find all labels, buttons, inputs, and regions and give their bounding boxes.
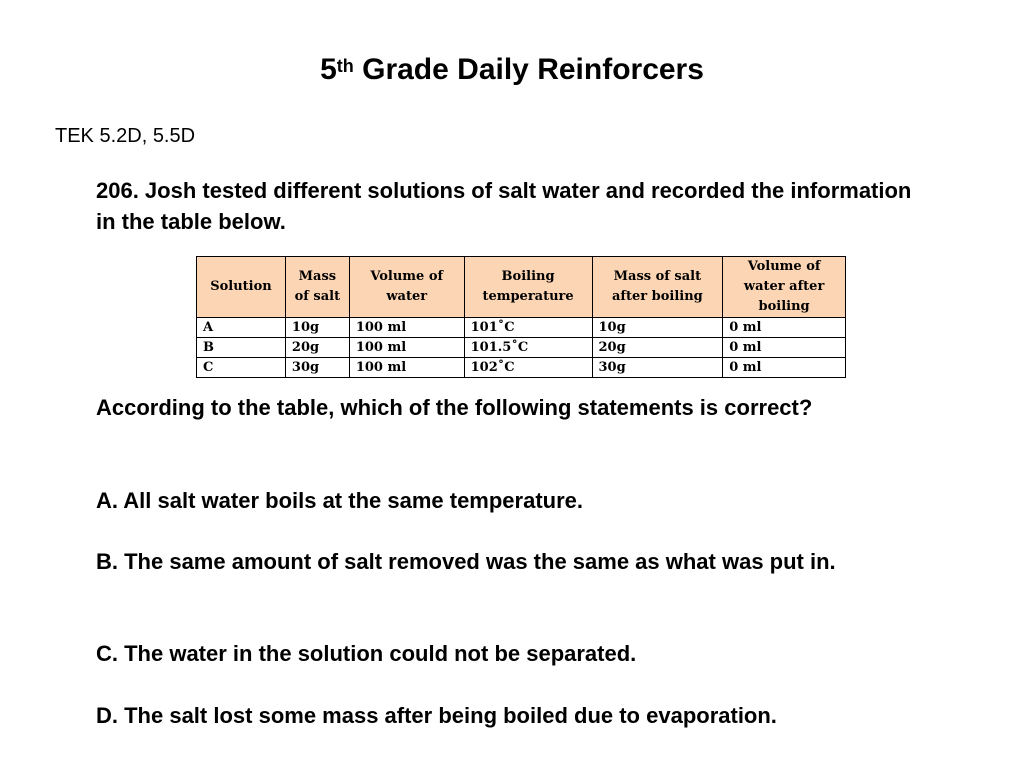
table-row [197, 318, 846, 338]
table-cell: 101.5˚C [464, 338, 592, 358]
table-row [197, 338, 846, 358]
table-header-row [197, 257, 846, 318]
table-cell: 30g [592, 358, 723, 378]
table-cell: 100 ml [349, 358, 464, 378]
title-grade-number: 5 [320, 53, 337, 86]
table-cell: A [197, 318, 286, 338]
table-cell: 10g [592, 318, 723, 338]
answer-option-c: C. The water in the solution could not be separated. [96, 641, 637, 666]
title-superscript: th [336, 56, 354, 76]
table-cell: 10g [285, 318, 349, 338]
table-cell: 102˚C [464, 358, 592, 378]
answer-option-a: A. All salt water boils at the same temperature. [96, 488, 584, 513]
header-solution: Solution [197, 257, 286, 318]
question-prompt: According to the table, which of the following statements is correct? [96, 395, 813, 420]
salt-water-table [196, 256, 846, 378]
table-cell: 101˚C [464, 318, 592, 338]
header-mass-after-boiling: Mass of salt after boiling [592, 257, 723, 318]
table-cell: 20g [285, 338, 349, 358]
table-cell: 30g [285, 358, 349, 378]
table-cell: 0 ml [723, 318, 846, 338]
header-volume-after-boiling: Volume of water after boiling [723, 257, 846, 318]
table-cell: 100 ml [349, 318, 464, 338]
table-cell: 0 ml [723, 358, 846, 378]
table-cell: 0 ml [723, 338, 846, 358]
header-boiling-temperature: Boiling temperature [464, 257, 592, 318]
header-volume-of-water: Volume of water [349, 257, 464, 318]
answer-option-b: B. The same amount of salt removed was the same as what was put in. [96, 549, 836, 574]
header-mass-of-salt: Mass of salt [285, 257, 349, 318]
table-cell: C [197, 358, 286, 378]
table-cell: 100 ml [349, 338, 464, 358]
table-cell: B [197, 338, 286, 358]
title-text: Grade Daily Reinforcers [362, 53, 704, 86]
tek-label: TEK 5.2D, 5.5D [55, 125, 196, 147]
answer-option-d: D. The salt lost some mass after being boiled due to evaporation. [96, 703, 777, 728]
table-cell: 20g [592, 338, 723, 358]
question-text: 206. Josh tested different solutions of salt water and recorded the information in the table below. [96, 178, 912, 234]
table-row [197, 358, 846, 378]
page-title [0, 50, 1024, 90]
